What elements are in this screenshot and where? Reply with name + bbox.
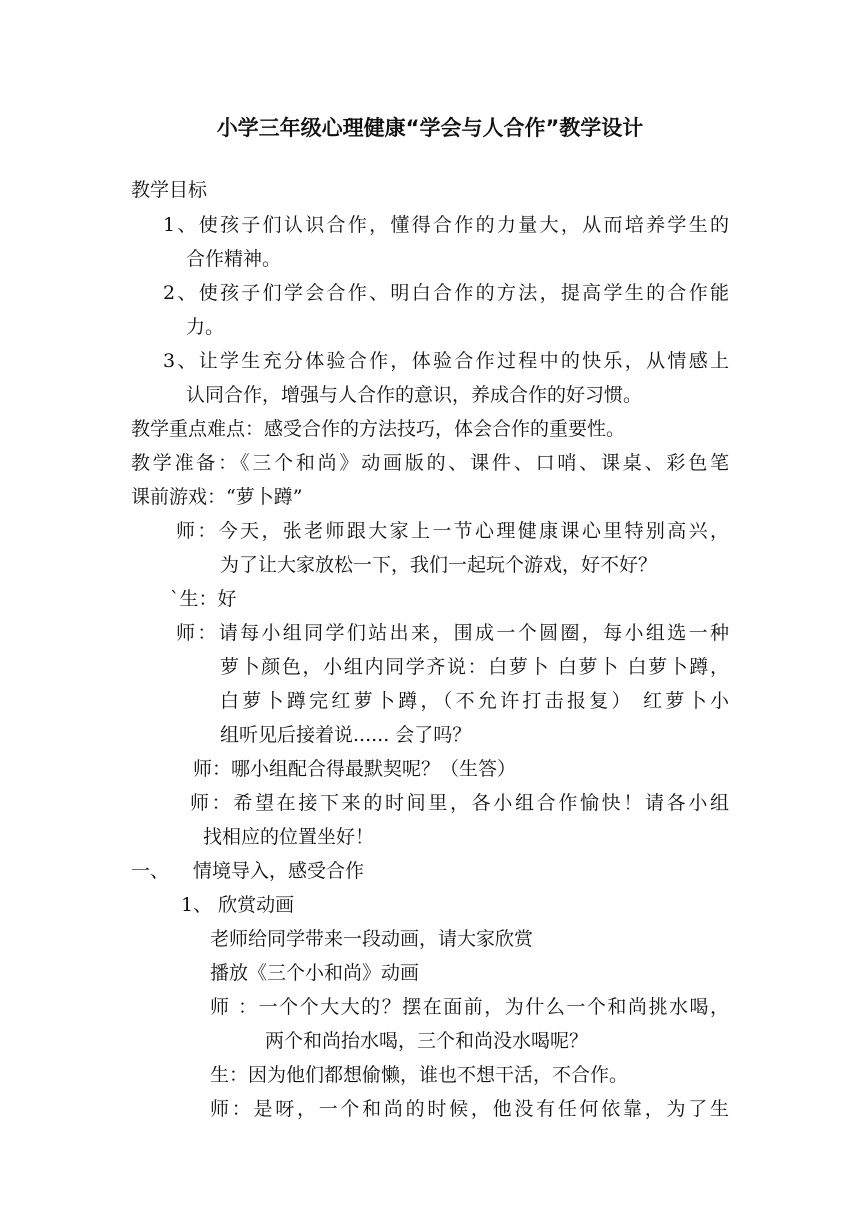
goals-heading: 教学目标 [131, 179, 208, 201]
student-line-1: `生：好 [170, 588, 237, 610]
teacher-line-2b: 萝卜颜色，小组内同学齐说：白萝卜 白萝卜 白萝卜蹲， [220, 656, 729, 678]
student-line-2: 生：因为他们都想偷懒，谁也不想干活，不合作。 [210, 1064, 629, 1086]
goal-1-line-1: 1、使孩子们认识合作，懂得合作的力量大，从而培养学生的 [163, 214, 729, 236]
teacher-line-2d: 组听见后接着说...... 会了吗？ [220, 724, 472, 746]
teacher-line-1b: 为了让大家放松一下，我们一起玩个游戏，好不好？ [220, 554, 658, 576]
warmup-game: 课前游戏：“萝卜蹲” [131, 486, 303, 508]
paragraph-2: 播放《三个小和尚》动画 [210, 962, 420, 984]
key-points: 教学重点难点：感受合作的方法技巧，体会合作的重要性。 [131, 418, 626, 440]
teacher-line-5b: 两个和尚抬水喝，三个和尚没水喝呢？ [265, 1030, 589, 1052]
teacher-line-4a: 师：希望在接下来的时间里，各小组合作愉快！请各小组 [190, 792, 729, 814]
goal-3-line-1: 3、让学生充分体验合作，体验合作过程中的快乐，从情感上 [163, 350, 729, 372]
subsection-1: 1、 欣赏动画 [181, 894, 295, 916]
teacher-line-2a: 师：请每小组同学们站出来，围成一个圆圈，每小组选一种 [176, 622, 729, 644]
teacher-line-4b: 找相应的位置坐好！ [203, 826, 375, 848]
teaching-preparation: 教学准备：《三个和尚》动画版的、课件、口哨、课桌、彩色笔 [131, 452, 729, 474]
teacher-line-2c: 白萝卜蹲完红萝卜蹲，（不允许打击报复） 红萝卜小 [220, 690, 729, 712]
goal-2-line-1: 2、使孩子们学会合作、明白合作的方法，提高学生的合作能 [163, 282, 729, 304]
section-1-title: 情境导入，感受合作 [193, 860, 365, 882]
goal-1-line-2: 合作精神。 [186, 248, 282, 270]
teacher-line-6a: 师：是呀，一个和尚的时候，他没有任何依靠，为了生 [210, 1098, 729, 1120]
teacher-line-3: 师：哪小组配合得最默契呢？（生答） [193, 758, 517, 780]
goal-2-line-2: 力。 [186, 316, 225, 338]
goal-3-line-2: 认同合作，增强与人合作的意识，养成合作的好习惯。 [186, 384, 643, 406]
teacher-line-1a: 师：今天，张老师跟大家上一节心理健康课心里特别高兴， [176, 520, 729, 542]
section-1-number: 一、 [131, 860, 170, 882]
teacher-line-5a: 师 ：一个个大大的？摆在面前，为什么一个和尚挑水喝， [210, 996, 729, 1018]
paragraph-1: 老师给同学带来一段动画，请大家欣赏 [210, 928, 534, 950]
document-title: 小学三年级心理健康“学会与人合作”教学设计 [216, 116, 644, 140]
